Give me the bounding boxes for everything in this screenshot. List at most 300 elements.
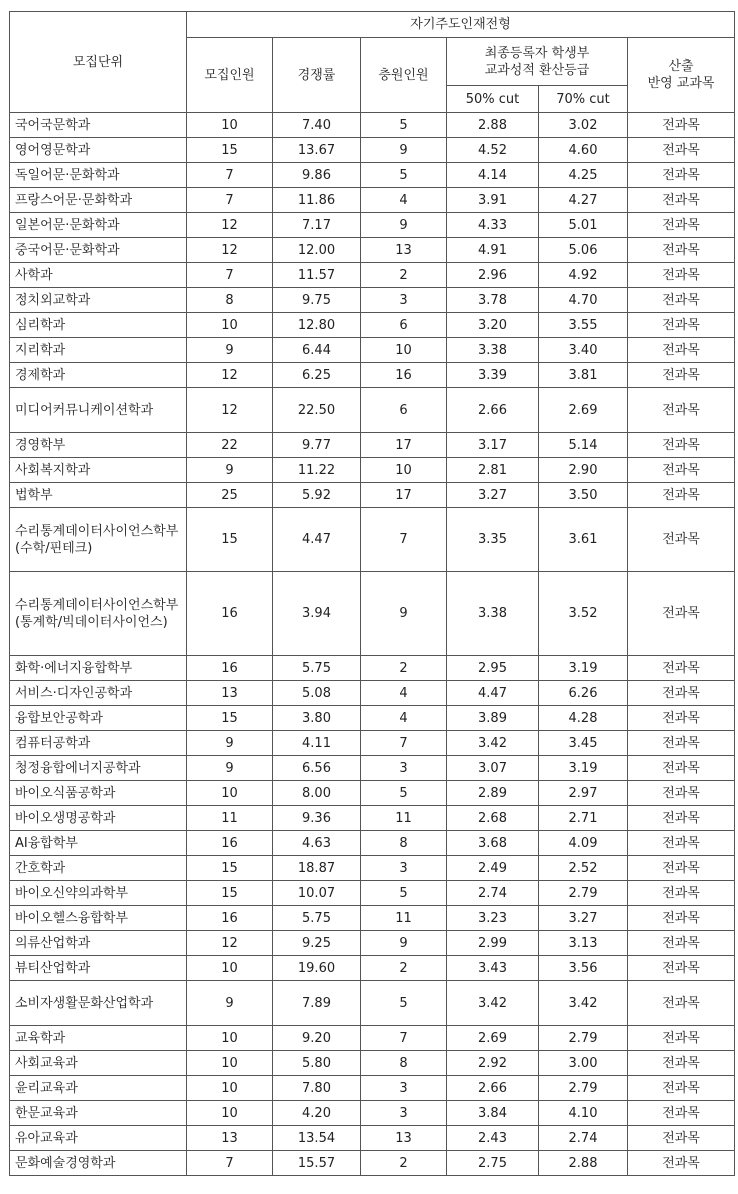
cell-competition: 11.22 [273,458,361,483]
cell-cut50: 2.66 [447,1076,539,1101]
cell-subj: 전과목 [628,1101,735,1126]
cell-extra: 3 [361,756,447,781]
cell-recruit: 7 [187,163,273,188]
cell-extra: 7 [361,731,447,756]
cell-extra: 2 [361,956,447,981]
cell-cut70: 3.52 [539,572,628,656]
cell-recruit: 22 [187,433,273,458]
cell-cut70: 4.70 [539,288,628,313]
cell-cut50: 2.88 [447,113,539,138]
table-row [10,781,735,806]
cell-cut50: 2.74 [447,881,539,906]
cell-competition: 3.94 [273,572,361,656]
cell-recruit: 12 [187,931,273,956]
cell-cut50: 3.17 [447,433,539,458]
cell-cut50: 3.27 [447,483,539,508]
cell-competition: 18.87 [273,856,361,881]
cell-cut70: 5.01 [539,213,628,238]
cell-extra: 4 [361,188,447,213]
cell-subj: 전과목 [628,681,735,706]
table-row [10,731,735,756]
cell-recruit: 10 [187,1076,273,1101]
table-row [10,263,735,288]
cell-cut50: 3.39 [447,363,539,388]
cell-extra: 13 [361,238,447,263]
cell-name: 유아교육과 [10,1126,187,1151]
cell-cut50: 3.38 [447,338,539,363]
table-row [10,706,735,731]
cell-cut70: 6.26 [539,681,628,706]
header-extra: 충원인원 [361,38,447,113]
table-row [10,483,735,508]
cell-cut50: 3.23 [447,906,539,931]
cell-recruit: 10 [187,956,273,981]
cell-extra: 5 [361,163,447,188]
cell-extra: 10 [361,338,447,363]
cell-cut50: 2.89 [447,781,539,806]
cell-recruit: 12 [187,238,273,263]
cell-recruit: 10 [187,113,273,138]
cell-recruit: 15 [187,706,273,731]
header-recruit: 모집인원 [187,38,273,113]
cell-recruit: 11 [187,806,273,831]
cell-cut70: 5.06 [539,238,628,263]
cell-recruit: 10 [187,781,273,806]
cell-recruit: 10 [187,313,273,338]
table-row [10,238,735,263]
cell-extra: 8 [361,1051,447,1076]
cell-extra: 17 [361,483,447,508]
cell-name: 바이오식품공학과 [10,781,187,806]
cell-cut70: 3.19 [539,756,628,781]
cell-name: 사회복지학과 [10,458,187,483]
table-row [10,956,735,981]
cell-name: 윤리교육과 [10,1076,187,1101]
cell-name: 프랑스어문·문화학과 [10,188,187,213]
cell-cut70: 4.27 [539,188,628,213]
cell-cut50: 3.91 [447,188,539,213]
cell-subj: 전과목 [628,263,735,288]
cell-name: 바이오헬스융합학부 [10,906,187,931]
cell-subj: 전과목 [628,756,735,781]
cell-competition: 7.80 [273,1076,361,1101]
table-row [10,363,735,388]
cell-extra: 13 [361,1126,447,1151]
cell-cut70: 4.09 [539,831,628,856]
cell-cut70: 4.28 [539,706,628,731]
cell-cut70: 4.92 [539,263,628,288]
cell-name: 일본어문·문화학과 [10,213,187,238]
cell-competition: 13.54 [273,1126,361,1151]
table-row [10,981,735,1026]
cell-extra: 11 [361,806,447,831]
cell-name: 미디어커뮤니케이션학과 [10,388,187,433]
table-row [10,113,735,138]
cell-competition: 11.57 [273,263,361,288]
cell-cut50: 4.52 [447,138,539,163]
cell-cut50: 2.92 [447,1051,539,1076]
cell-subj: 전과목 [628,731,735,756]
cell-subj: 전과목 [628,856,735,881]
cell-competition: 12.80 [273,313,361,338]
cell-recruit: 16 [187,906,273,931]
cell-extra: 8 [361,831,447,856]
cell-recruit: 12 [187,213,273,238]
cell-subj: 전과목 [628,981,735,1026]
header-track: 자기주도인재전형 [187,12,735,38]
table-body [10,113,735,1176]
cell-recruit: 10 [187,1101,273,1126]
cell-cut70: 4.25 [539,163,628,188]
cell-competition: 3.80 [273,706,361,731]
table-row [10,433,735,458]
cell-recruit: 7 [187,263,273,288]
cell-name: 바이오생명공학과 [10,806,187,831]
cell-cut50: 2.68 [447,806,539,831]
cell-cut50: 3.35 [447,508,539,572]
cell-extra: 5 [361,113,447,138]
cell-extra: 2 [361,263,447,288]
cell-competition: 5.75 [273,656,361,681]
header-subject [628,38,735,113]
header-cut70: 70% cut [539,86,628,113]
cell-cut70: 3.45 [539,731,628,756]
cell-cut50: 4.47 [447,681,539,706]
cell-subj: 전과목 [628,313,735,338]
table-row [10,681,735,706]
cell-subj: 전과목 [628,806,735,831]
cell-recruit: 9 [187,731,273,756]
cell-extra: 2 [361,656,447,681]
cell-subj: 전과목 [628,213,735,238]
cell-name: 수리통계데이터사이언스학부 (통계학/빅데이터사이언스) [10,572,187,656]
cell-cut50: 3.42 [447,731,539,756]
table-row [10,313,735,338]
cell-recruit: 12 [187,363,273,388]
cell-cut70: 2.88 [539,1151,628,1176]
cell-subj: 전과목 [628,163,735,188]
cell-recruit: 15 [187,856,273,881]
table-row [10,881,735,906]
cell-cut70: 3.27 [539,906,628,931]
cell-cut50: 3.68 [447,831,539,856]
table-row [10,656,735,681]
cell-cut70: 3.13 [539,931,628,956]
cell-competition: 5.92 [273,483,361,508]
cell-competition: 11.86 [273,188,361,213]
cell-name: 화학·에너지융합학부 [10,656,187,681]
cell-name: 사학과 [10,263,187,288]
cell-extra: 5 [361,981,447,1026]
cell-competition: 9.86 [273,163,361,188]
cell-recruit: 7 [187,1151,273,1176]
cell-cut50: 3.20 [447,313,539,338]
cell-extra: 3 [361,1076,447,1101]
cell-name: 문화예술경영학과 [10,1151,187,1176]
cell-recruit: 7 [187,188,273,213]
cell-cut50: 2.96 [447,263,539,288]
cell-name: 컴퓨터공학과 [10,731,187,756]
cell-name: 경영학부 [10,433,187,458]
cell-extra: 3 [361,1101,447,1126]
cell-extra: 9 [361,213,447,238]
cell-extra: 4 [361,681,447,706]
table-row [10,1151,735,1176]
cell-subj: 전과목 [628,1076,735,1101]
cell-competition: 7.40 [273,113,361,138]
cell-extra: 3 [361,288,447,313]
cell-cut70: 2.79 [539,881,628,906]
cell-cut50: 2.43 [447,1126,539,1151]
table-row [10,831,735,856]
cell-cut70: 2.74 [539,1126,628,1151]
table-row [10,288,735,313]
cell-subj: 전과목 [628,188,735,213]
cell-extra: 2 [361,1151,447,1176]
cell-cut50: 2.95 [447,656,539,681]
cell-extra: 16 [361,363,447,388]
cell-competition: 22.50 [273,388,361,433]
cell-cut50: 2.66 [447,388,539,433]
table-row [10,508,735,572]
cell-name: AI융합학부 [10,831,187,856]
cell-competition: 19.60 [273,956,361,981]
cell-competition: 13.67 [273,138,361,163]
cell-name: 간호학과 [10,856,187,881]
cell-subj: 전과목 [628,458,735,483]
cell-extra: 9 [361,931,447,956]
cell-name: 정치외교학과 [10,288,187,313]
cell-subj: 전과목 [628,238,735,263]
cell-cut70: 2.90 [539,458,628,483]
cell-name: 영어영문학과 [10,138,187,163]
cell-competition: 5.08 [273,681,361,706]
table-row [10,188,735,213]
cell-cut70: 2.52 [539,856,628,881]
cell-competition: 9.20 [273,1026,361,1051]
cell-cut70: 5.14 [539,433,628,458]
cell-competition: 6.44 [273,338,361,363]
cell-extra: 3 [361,856,447,881]
cell-extra: 5 [361,881,447,906]
cell-competition: 4.63 [273,831,361,856]
table-row [10,572,735,656]
cell-name: 경제학과 [10,363,187,388]
cell-recruit: 9 [187,338,273,363]
cell-cut50: 3.42 [447,981,539,1026]
cell-cut50: 4.91 [447,238,539,263]
cell-subj: 전과목 [628,363,735,388]
cell-subj: 전과목 [628,781,735,806]
table-row [10,931,735,956]
table-row [10,1126,735,1151]
cell-subj: 전과목 [628,1026,735,1051]
cell-recruit: 15 [187,508,273,572]
cell-cut50: 4.14 [447,163,539,188]
cell-cut70: 3.00 [539,1051,628,1076]
cell-subj: 전과목 [628,113,735,138]
header-grade-line2: 교과성적 환산등급 [484,62,590,78]
cell-cut70: 3.56 [539,956,628,981]
cell-competition: 5.75 [273,906,361,931]
cell-competition: 6.25 [273,363,361,388]
cell-cut50: 2.75 [447,1151,539,1176]
cell-subj: 전과목 [628,1151,735,1176]
table-row [10,388,735,433]
cell-extra: 6 [361,388,447,433]
cell-cut50: 3.43 [447,956,539,981]
cell-subj: 전과목 [628,572,735,656]
table-row [10,1101,735,1126]
cell-competition: 9.77 [273,433,361,458]
table-row [10,856,735,881]
cell-subj: 전과목 [628,483,735,508]
cell-competition: 8.00 [273,781,361,806]
cell-recruit: 15 [187,138,273,163]
cell-cut50: 3.07 [447,756,539,781]
cell-recruit: 25 [187,483,273,508]
cell-recruit: 16 [187,572,273,656]
cell-subj: 전과목 [628,831,735,856]
cell-cut50: 2.81 [447,458,539,483]
cell-cut70: 2.79 [539,1026,628,1051]
cell-cut70: 2.79 [539,1076,628,1101]
cell-competition: 9.36 [273,806,361,831]
table-row [10,1051,735,1076]
cell-subj: 전과목 [628,706,735,731]
cell-cut70: 2.71 [539,806,628,831]
cell-recruit: 15 [187,881,273,906]
table-header [10,12,735,113]
table-row [10,338,735,363]
header-unit: 모집단위 [10,12,187,113]
cell-name: 독일어문·문화학과 [10,163,187,188]
cell-name: 법학부 [10,483,187,508]
cell-recruit: 12 [187,388,273,433]
cell-recruit: 16 [187,656,273,681]
cell-name: 융합보안공학과 [10,706,187,731]
cell-name: 의류산업학과 [10,931,187,956]
cell-cut50: 2.99 [447,931,539,956]
header-subject-line2: 반영 교과목 [647,76,715,91]
cell-cut70: 3.81 [539,363,628,388]
cell-name: 중국어문·문화학과 [10,238,187,263]
cell-name: 서비스·디자인공학과 [10,681,187,706]
cell-cut70: 3.42 [539,981,628,1026]
cell-competition: 12.00 [273,238,361,263]
cell-extra: 7 [361,508,447,572]
cell-extra: 11 [361,906,447,931]
cell-subj: 전과목 [628,906,735,931]
cell-cut50: 3.78 [447,288,539,313]
cell-extra: 9 [361,138,447,163]
table-row [10,163,735,188]
cell-extra: 7 [361,1026,447,1051]
cell-cut70: 3.61 [539,508,628,572]
table-row [10,213,735,238]
cell-name: 국어국문학과 [10,113,187,138]
cell-name: 사회교육과 [10,1051,187,1076]
cell-extra: 5 [361,781,447,806]
cell-name: 청정융합에너지공학과 [10,756,187,781]
cell-name: 소비자생활문화산업학과 [10,981,187,1026]
cell-competition: 4.20 [273,1101,361,1126]
cell-subj: 전과목 [628,956,735,981]
cell-cut70: 2.97 [539,781,628,806]
cell-competition: 9.75 [273,288,361,313]
cell-competition: 10.07 [273,881,361,906]
table-row [10,138,735,163]
cell-subj: 전과목 [628,288,735,313]
cell-extra: 4 [361,706,447,731]
header-grade-line1: 최종등록자 학생부 [484,45,590,61]
cell-cut50: 3.84 [447,1101,539,1126]
cell-competition: 4.11 [273,731,361,756]
cell-cut50: 4.33 [447,213,539,238]
admission-results-table [9,11,735,1176]
cell-cut70: 2.69 [539,388,628,433]
cell-subj: 전과목 [628,388,735,433]
table-row [10,1076,735,1101]
cell-cut70: 4.60 [539,138,628,163]
cell-recruit: 9 [187,756,273,781]
cell-competition: 15.57 [273,1151,361,1176]
table-row [10,906,735,931]
cell-cut70: 4.10 [539,1101,628,1126]
cell-recruit: 10 [187,1051,273,1076]
cell-name: 지리학과 [10,338,187,363]
cell-cut70: 3.02 [539,113,628,138]
cell-name: 교육학과 [10,1026,187,1051]
cell-extra: 10 [361,458,447,483]
cell-subj: 전과목 [628,433,735,458]
cell-competition: 9.25 [273,931,361,956]
cell-extra: 17 [361,433,447,458]
cell-recruit: 8 [187,288,273,313]
cell-subj: 전과목 [628,931,735,956]
table-row [10,756,735,781]
header-grade [447,38,628,86]
cell-name: 수리통계데이터사이언스학부 (수학/핀테크) [10,508,187,572]
cell-recruit: 13 [187,1126,273,1151]
cell-subj: 전과목 [628,1051,735,1076]
cell-extra: 9 [361,572,447,656]
cell-recruit: 16 [187,831,273,856]
cell-competition: 7.17 [273,213,361,238]
header-subject-line1: 산출 [668,59,694,74]
cell-recruit: 10 [187,1026,273,1051]
cell-subj: 전과목 [628,338,735,363]
cell-cut70: 3.55 [539,313,628,338]
cell-name: 뷰티산업학과 [10,956,187,981]
table-row [10,458,735,483]
cell-competition: 6.56 [273,756,361,781]
header-competition: 경쟁률 [273,38,361,113]
cell-subj: 전과목 [628,656,735,681]
cell-cut50: 3.89 [447,706,539,731]
cell-recruit: 13 [187,681,273,706]
cell-recruit: 9 [187,981,273,1026]
cell-cut50: 2.49 [447,856,539,881]
cell-competition: 5.80 [273,1051,361,1076]
cell-cut70: 3.40 [539,338,628,363]
header-cut50: 50% cut [447,86,539,113]
cell-subj: 전과목 [628,1126,735,1151]
table-row [10,806,735,831]
table-row [10,1026,735,1051]
cell-subj: 전과목 [628,138,735,163]
cell-name: 심리학과 [10,313,187,338]
